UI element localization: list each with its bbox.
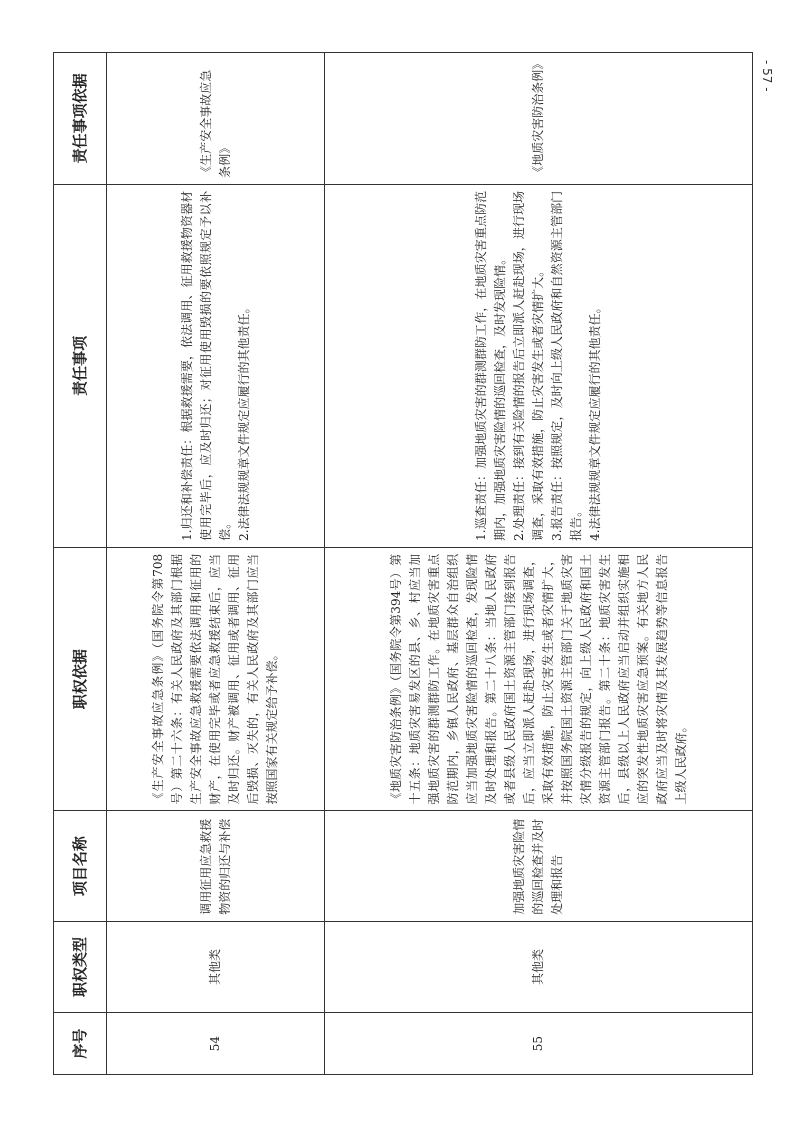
page-number: - 57 - [760, 60, 774, 92]
header-type: 职权类型 [54, 921, 107, 1012]
header-basis: 职权依据 [54, 547, 107, 811]
cell-name: 加强地质灾害险情的巡回检查并及时处理和报告 [325, 811, 753, 921]
header-name: 项目名称 [54, 811, 107, 921]
responsibility-table [53, 52, 753, 1075]
item-text: 2.处理责任：接到有关险情的报告后立即派人赶赴现场，进行现场调查，采取有效措施，防止灾害发生或者灾情扩大。 [512, 190, 545, 541]
cell-basis [107, 547, 325, 811]
cell-basis [325, 547, 753, 811]
table-row [325, 53, 753, 1075]
header-reason: 责任事项依据 [54, 53, 107, 185]
table-row [107, 53, 325, 1075]
item-text: 4.法律法规规章文件规定应履行的其他责任。 [588, 301, 602, 541]
header-seq: 序号 [54, 1013, 107, 1075]
cell-seq: 54 [107, 1013, 325, 1075]
item-text: 1.巡查责任：加强地质灾害的群测群防工作，在地质灾害重点防范期内，加强地质灾害险情的巡回检查，及时发现险情。 [474, 190, 507, 541]
cell-items [325, 184, 753, 547]
item-text: 3.报告责任：按照规定，及时向上级人民政府和自然资源主管部门报告。 [550, 190, 583, 541]
table-header-row [54, 53, 107, 1075]
cell-items [107, 184, 325, 547]
cell-reason: 《生产安全事故应急条例》 [107, 53, 325, 185]
item-text: 1.归还和补偿责任：根据救援需要，依法调用、征用救援物资器材使用完毕后，应及时归还；对征用使用毁损的要依照规定予以补偿。 [179, 190, 232, 541]
cell-seq: 55 [325, 1013, 753, 1075]
cell-type: 其他类 [325, 921, 753, 1012]
item-text: 2.法律法规规章文件规定应履行的其他责任。 [236, 301, 251, 541]
cell-name: 调用征用应急救援物资的归还与补偿 [107, 811, 325, 921]
header-items: 责任事项 [54, 184, 107, 547]
basis-text: 《地质灾害防治条例》（国务院令第394号）第十五条：地质灾害易发区的县、乡、村应当加强地质灾害的群测群防工作。在地质灾害重点防范期内，乡镇人民政府、基层群众自治组织应当加强地质灾害险情的巡回检查，发现险情及时处理和报告。第二十八条：当地人民政府或者县级人民政府国土资源主管部门接到报告后，应当立即派人赶赴现场，进行现场调查，采取有效措施，防止灾害发生或者灾情扩大，并按照国务院国土资源主管部门关于地质灾害灾情分级报告的规定，向上级人民政府和国土资源主管部门报告。第二十条：地质灾害发生后，县级以上人民政府应当启动并组织实施相应的突发性地质灾害应急预案。有关地方人民政府应当及时将灾情及其发展趋势等信息报告上级人民政府。 [388, 553, 688, 805]
cell-type: 其他类 [107, 921, 325, 1012]
rotated-table-container [53, 52, 753, 1075]
cell-reason: 《地质灾害防治条例》 [325, 53, 753, 185]
basis-text: 《生产安全事故应急条例》（国务院令第708号）第二十六条：有关人民政府及其部门根据生产安全事故应急救援需要依法调用和征用的财产，在使用完毕或者应急救援结束后，应当及时归还。财产被调用、征用或者调用、征用后毁损、灭失的，有关人民政府及其部门应当按照国家有关规定给予补偿。 [151, 553, 279, 805]
